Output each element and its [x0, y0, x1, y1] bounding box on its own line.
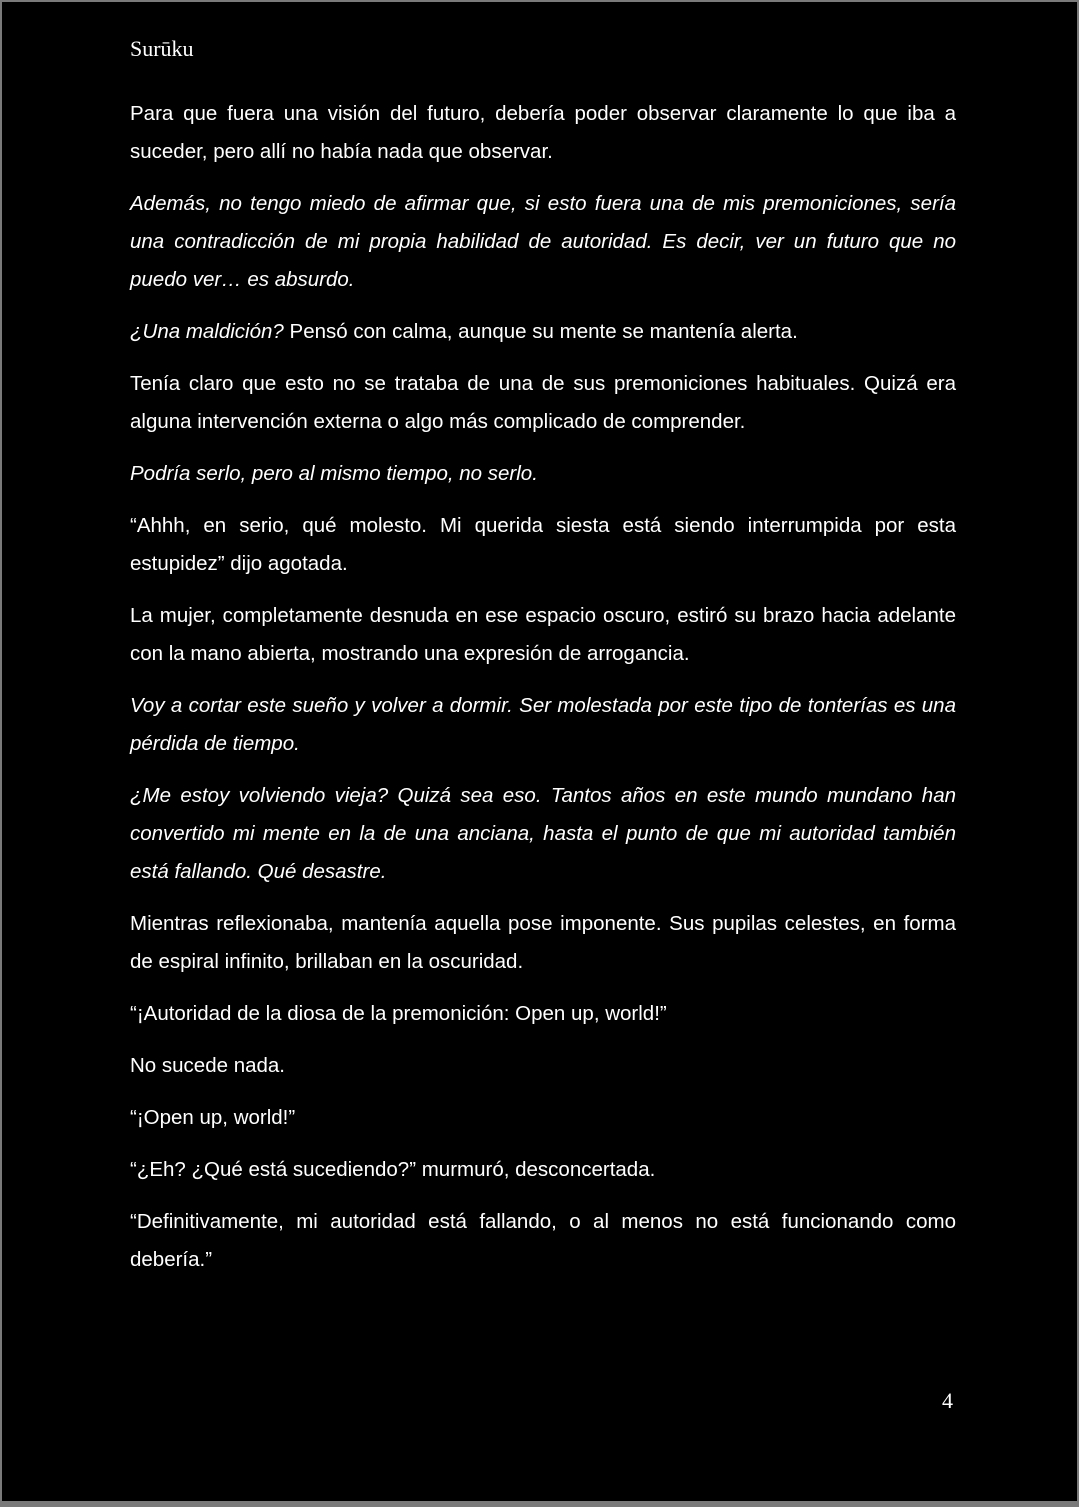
italic-text: ¿Una maldición?: [130, 320, 284, 343]
italic-text: ¿Me estoy volviendo vieja? Quizá sea eso. Tantos años en este mundo mundano han convertido mi mente en la de una anciana, hasta el punto de que mi autoridad también está fallando. Qué desastre.: [130, 784, 956, 883]
italic-text: Además, no tengo miedo de afirmar que, si esto fuera una de mis premoniciones, sería una contradicción de mi propia habilidad de autoridad. Es decir, ver un futuro que no puedo ver… es absurdo.: [130, 192, 956, 291]
body-text: [130, 95, 956, 1293]
paragraph: “¿Eh? ¿Qué está sucediendo?” murmuró, desconcertada.: [130, 1158, 656, 1181]
paragraph-italic: [130, 777, 956, 891]
paragraph-italic: [130, 455, 956, 493]
paragraph: [130, 313, 956, 351]
paragraph: “Definitivamente, mi autoridad está fallando, o al menos no está funcionando como debería.”: [130, 1210, 956, 1271]
paragraph-italic: [130, 185, 956, 299]
italic-text: Podría serlo, pero al mismo tiempo, no serlo.: [130, 462, 538, 485]
italic-text: Voy a cortar este sueño y volver a dormir. Ser molestada por este tipo de tonterías es una pérdida de tiempo.: [130, 694, 956, 755]
paragraph: Tenía claro que esto no se trataba de una de sus premoniciones habituales. Quizá era alguna intervención externa o algo más complicado de comprender.: [130, 372, 956, 433]
page-header-title: Surūku: [130, 36, 194, 61]
paragraph: “Ahhh, en serio, qué molesto. Mi querida siesta está siendo interrumpida por esta estupidez” dijo agotada.: [130, 514, 956, 575]
paragraph: Mientras reflexionaba, mantenía aquella pose imponente. Sus pupilas celestes, en forma de espiral infinito, brillaban en la oscuridad.: [130, 912, 956, 973]
paragraph: Para que fuera una visión del futuro, debería poder observar claramente lo que iba a suceder, pero allí no había nada que observar.: [130, 102, 956, 163]
page-number: 4: [942, 1388, 953, 1413]
paragraph-italic: [130, 687, 956, 763]
paragraph: “¡Open up, world!”: [130, 1106, 296, 1129]
paragraph: “¡Autoridad de la diosa de la premonición: Open up, world!”: [130, 1002, 667, 1025]
paragraph-text: Pensó con calma, aunque su mente se mantenía alerta.: [283, 320, 798, 343]
paragraph: No sucede nada.: [130, 1054, 286, 1077]
paragraph: La mujer, completamente desnuda en ese espacio oscuro, estiró su brazo hacia adelante con la mano abierta, mostrando una expresión de arrogancia.: [130, 604, 956, 665]
